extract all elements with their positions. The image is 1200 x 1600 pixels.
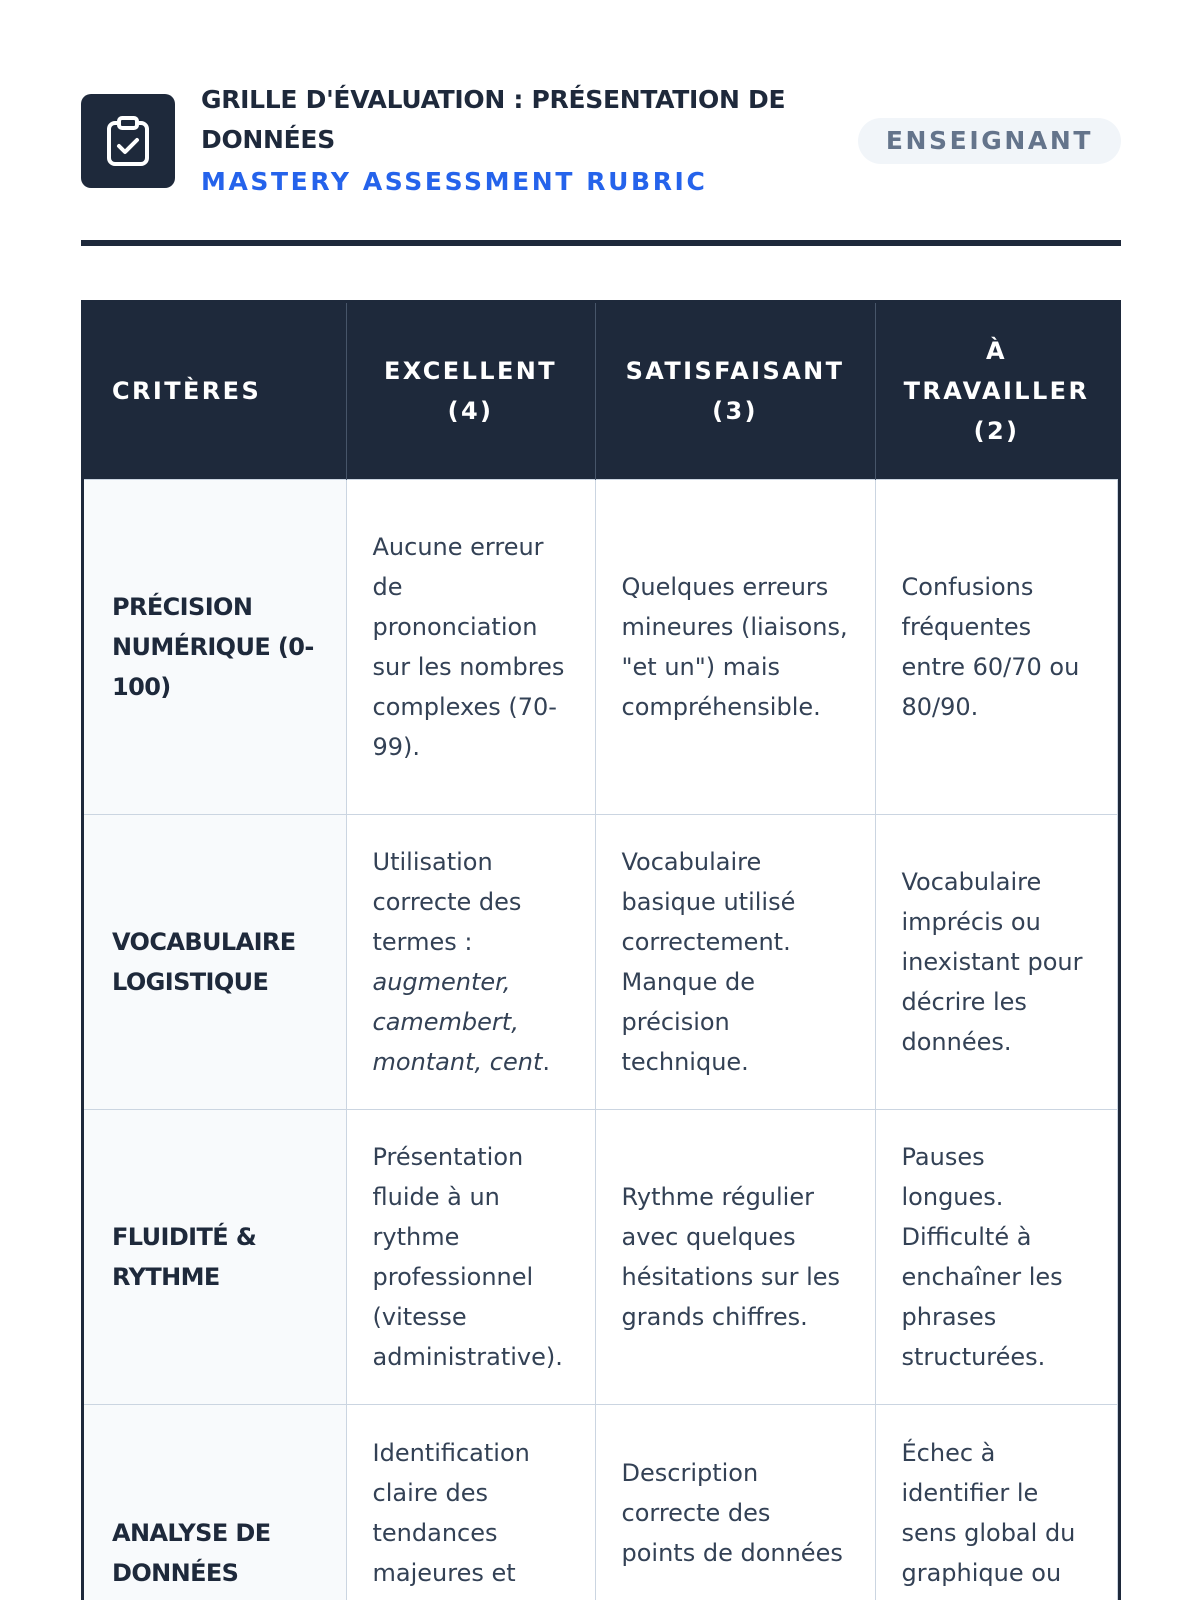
a-travailler-cell: Confusions fréquentes entre 60/70 ou 80/90.: [875, 479, 1118, 814]
column-header-criteria: CRITÈRES: [84, 303, 346, 479]
excellent-intro: Utilisation correcte des termes :: [372, 847, 522, 956]
excellent-cell: Présentation fluide à un rythme professionnel (vitesse administrative).: [346, 1109, 595, 1404]
satisfaisant-cell: Vocabulaire basique utilisé correctement. Manque de précision technique.: [595, 814, 875, 1109]
criterion-cell: FLUIDITÉ & RYTHME: [84, 1109, 346, 1404]
logo: [81, 94, 175, 188]
column-header-a-travailler: À TRAVAILLER (2): [875, 303, 1118, 479]
a-travailler-cell: Échec à identifier le sens global du graphique ou: [875, 1404, 1118, 1600]
excellent-terms: augmenter, camembert, montant, cent: [372, 967, 543, 1076]
role-badge: ENSEIGNANT: [858, 118, 1121, 164]
criterion-cell: PRÉCISION NUMÉRIQUE (0-100): [84, 479, 346, 814]
rubric-table: [84, 303, 1118, 1600]
clipboard-check-icon: [105, 115, 151, 167]
table-row: [84, 1404, 1118, 1600]
page-title: GRILLE D'ÉVALUATION : PRÉSENTATION DE DONNÉES: [201, 85, 786, 154]
satisfaisant-cell: Description correcte des points de données: [595, 1404, 875, 1600]
table-row: [84, 1109, 1118, 1404]
excellent-cell: Aucune erreur de prononciation sur les nombres complexes (70-99).: [346, 479, 595, 814]
table-row: [84, 814, 1118, 1109]
satisfaisant-cell: Rythme régulier avec quelques hésitations sur les grands chiffres.: [595, 1109, 875, 1404]
a-travailler-cell: Vocabulaire imprécis ou inexistant pour décrire les données.: [875, 814, 1118, 1109]
page-subtitle: MASTERY ASSESSMENT RUBRIC: [201, 167, 708, 196]
satisfaisant-cell: Quelques erreurs mineures (liaisons, "et un") mais compréhensible.: [595, 479, 875, 814]
column-header-excellent: EXCELLENT (4): [346, 303, 595, 479]
table-row: [84, 479, 1118, 814]
column-header-satisfaisant: SATISFAISANT (3): [595, 303, 875, 479]
criterion-cell: VOCABULAIRE LOGISTIQUE: [84, 814, 346, 1109]
title-block: [201, 80, 841, 204]
header: [81, 80, 1121, 210]
a-travailler-cell: Pauses longues. Difficulté à enchaîner les phrases structurées.: [875, 1109, 1118, 1404]
rubric-table-wrapper: [81, 300, 1121, 1600]
header-divider: [81, 240, 1121, 246]
excellent-cell: [346, 814, 595, 1109]
table-header-row: [84, 303, 1118, 479]
excellent-cell: Identification claire des tendances majeures et: [346, 1404, 595, 1600]
excellent-end: .: [542, 1047, 550, 1076]
criterion-cell: ANALYSE DE DONNÉES: [84, 1404, 346, 1600]
